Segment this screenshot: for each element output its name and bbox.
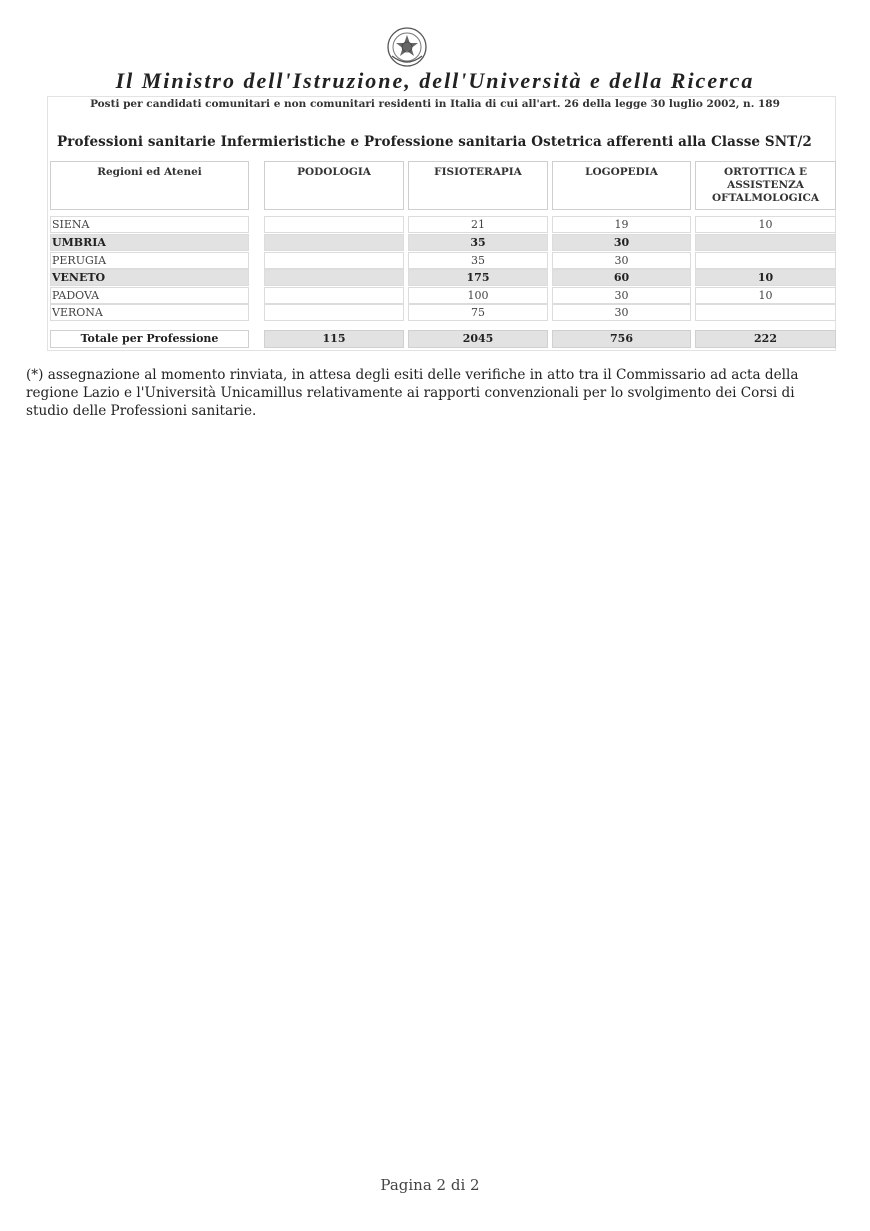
cell-fisioterapia: 75 (408, 304, 548, 321)
page-number: Pagina 2 di 2 (380, 1176, 480, 1194)
column-header-fisioterapia: FISIOTERAPIA (408, 161, 548, 210)
total-logopedia: 756 (552, 330, 691, 348)
row-label: VENETO (50, 269, 249, 286)
total-podologia: 115 (264, 330, 404, 348)
cell-podologia (264, 287, 404, 304)
cell-ortottica: 10 (695, 287, 836, 304)
cell-fisioterapia: 21 (408, 216, 548, 233)
cell-fisioterapia: 35 (408, 252, 548, 269)
cell-logopedia: 30 (552, 252, 691, 269)
ministry-heading: Il Ministro dell'Istruzione, dell'Università e della Ricerca (115, 68, 755, 93)
row-label: PERUGIA (50, 252, 249, 269)
cell-logopedia: 30 (552, 287, 691, 304)
cell-logopedia: 30 (552, 234, 691, 251)
cell-ortottica: 10 (695, 216, 836, 233)
total-label: Totale per Professione (50, 330, 249, 348)
column-header-logopedia: LOGOPEDIA (552, 161, 691, 210)
row-label: VERONA (50, 304, 249, 321)
cell-logopedia: 19 (552, 216, 691, 233)
cell-ortottica (695, 252, 836, 269)
cell-podologia (264, 234, 404, 251)
cell-logopedia: 30 (552, 304, 691, 321)
total-fisioterapia: 2045 (408, 330, 548, 348)
cell-podologia (264, 304, 404, 321)
cell-podologia (264, 252, 404, 269)
column-header-podologia: PODOLOGIA (264, 161, 404, 210)
row-label: PADOVA (50, 287, 249, 304)
cell-logopedia: 60 (552, 269, 691, 286)
row-label: UMBRIA (50, 234, 249, 251)
column-header-regioni: Regioni ed Atenei (50, 161, 249, 210)
footnote: (*) assegnazione al momento rinviata, in attesa degli esiti delle verifiche in atto tra il Commissario ad acta della regione Lazio e l'Università Unicamillus relativamente ai rapporti convenzionali per lo svolgimento dei Corsi di studio delle Professioni sanitarie. (26, 367, 799, 419)
cell-ortottica: 10 (695, 269, 836, 286)
cell-fisioterapia: 100 (408, 287, 548, 304)
italian-republic-emblem-icon (386, 26, 428, 68)
row-label: SIENA (50, 216, 249, 233)
cell-fisioterapia: 175 (408, 269, 548, 286)
column-header-ortottica: ORTOTTICA E ASSISTENZA OFTALMOLOGICA (695, 161, 836, 210)
cell-podologia (264, 269, 404, 286)
cell-ortottica (695, 304, 836, 321)
cell-podologia (264, 216, 404, 233)
total-ortottica: 222 (695, 330, 836, 348)
cell-fisioterapia: 35 (408, 234, 548, 251)
cell-ortottica (695, 234, 836, 251)
section-title: Professioni sanitarie Infermieristiche e Professione sanitaria Ostetrica afferenti alla Classe SNT/2 (57, 134, 812, 150)
document-subtitle: Posti per candidati comunitari e non comunitari residenti in Italia di cui all'art. 26 della legge 30 luglio 2002, n. 189 (90, 98, 780, 110)
